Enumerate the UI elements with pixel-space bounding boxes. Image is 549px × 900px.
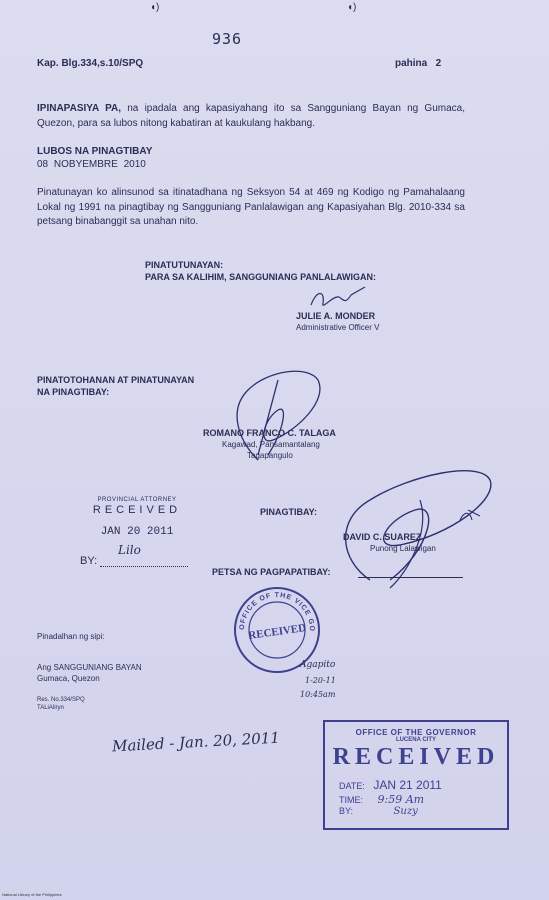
page-number: 2 [435,58,442,69]
distribution-ref2: TALiAliryn [37,705,64,711]
approval-date-label: PETSA NG PAGPAPATIBAY: [212,567,331,577]
vg-stamp-date: 1-20-11 [305,676,336,685]
gov-stamp-line2: LUCENA CITY [395,737,437,743]
gov-time-label: TIME: [339,795,363,805]
stamp-left-header: PROVINCIAL ATTORNEY [97,497,177,503]
recipient-name: Ang SANGGUNIANG BAYAN [37,663,142,672]
hole-mark-left: ◖) [150,2,160,13]
hole-mark-right: ◖) [347,2,357,13]
gov-date-label: DATE: [339,781,365,791]
gov-time-value: 9:59 Am [377,793,425,806]
resolution-text: na ipadala ang kapasiyahang ito sa Sangguniang Bayan ng Gumaca, Quezon, para sa lubos nitong kabatiran at kaukulang hakbang. [37,103,466,129]
vg-stamp-center-text: RECEIVED [247,621,307,642]
stamp-left-title: RECEIVED [92,504,182,516]
distribution-label: Pinadalhan ng sipi: [37,632,105,641]
vg-stamp-ring-text: OFFICE OF THE VICE GOVERNOR [228,580,316,633]
page-top-number: 936 [212,30,243,48]
governor-received-stamp [323,720,509,830]
gov-stamp-title: RECEIVED [332,744,500,770]
handwritten-mailed-note: Mailed - Jan. 20, 2011 [111,728,281,756]
signature-suarez [330,440,500,590]
gov-by-value: Suzy [393,806,418,817]
gov-date-value: JAN 21 2011 [373,778,442,792]
gov-stamp-by-row [339,806,418,817]
stamp-left-by-label: BY: [80,555,98,567]
stamp-left-by-value: Lilo [118,543,141,557]
certification-line2: PARA SA KALIHIM, SANGGUNIANG PANLALAWIGAN: [145,272,376,282]
governor-title: Punong Lalawigan [370,544,436,553]
certification-line1: PINATUTUNAYAN: [145,260,224,270]
distribution-recipient [37,663,142,672]
gov-stamp-date-row [339,778,442,792]
gov-by-label: BY: [339,806,354,816]
received-stamp-left [83,497,191,538]
footer-credit: National Library of the Philippines [2,892,62,897]
resolution-lead: IPINAPASIYA PA, [37,103,122,114]
stamp-left-date: JAN 20 2011 [100,526,174,538]
attestation-line1: PINATOTOHANAN AT PINATUNAYAN [37,375,195,385]
vg-stamp-time: 10:45am [300,690,336,699]
approval-date-line [358,577,463,578]
page-label [395,58,441,69]
resolution-paragraph [37,101,465,131]
governor-name: DAVID C. SUAREZ [343,532,422,542]
vg-stamp-sign: Agapito [300,660,336,670]
certification-paragraph: Pinatunayan ko alinsunod sa itinatadhana ng Seksyon 54 at 469 ng Kodigo ng Pamahalaang Lokal ng 1991 na pinagtibay ng Sangguniang Panlalawigan ang Kapasiyahan Blg. 2010-334 sa petsang binabanggit sa unahan nito. [37,187,465,227]
page-label-text: pahina [395,58,428,69]
talaga-title1: Kagawad, Pansamantalang [222,440,320,449]
document-reference: Kap. Blg.334,s.10/SPQ [37,58,144,69]
distribution-ref1: Res. No.334/SPQ [37,697,85,703]
attestation-line2: NA PINAGTIBAY: [37,387,110,397]
monder-title: Administrative Officer V [296,323,380,332]
monder-name: JULIE A. MONDER [296,311,376,321]
gov-stamp-line1: OFFICE OF THE GOVERNOR [355,728,477,737]
stamp-left-by-line [100,566,188,567]
recipient-place: Gumaca, Quezon [37,674,100,683]
gov-stamp-time-row [339,793,424,806]
talaga-name: ROMANO FRANCO C. TALAGA [203,428,336,438]
talaga-title2: Tagapangulo [247,451,293,460]
approval-label: PINAGTIBAY: [260,507,318,517]
approved-date: 08 NOBYEMBRE 2010 [37,159,146,170]
approved-heading: LUBOS NA PINAGTIBAY [37,146,153,157]
